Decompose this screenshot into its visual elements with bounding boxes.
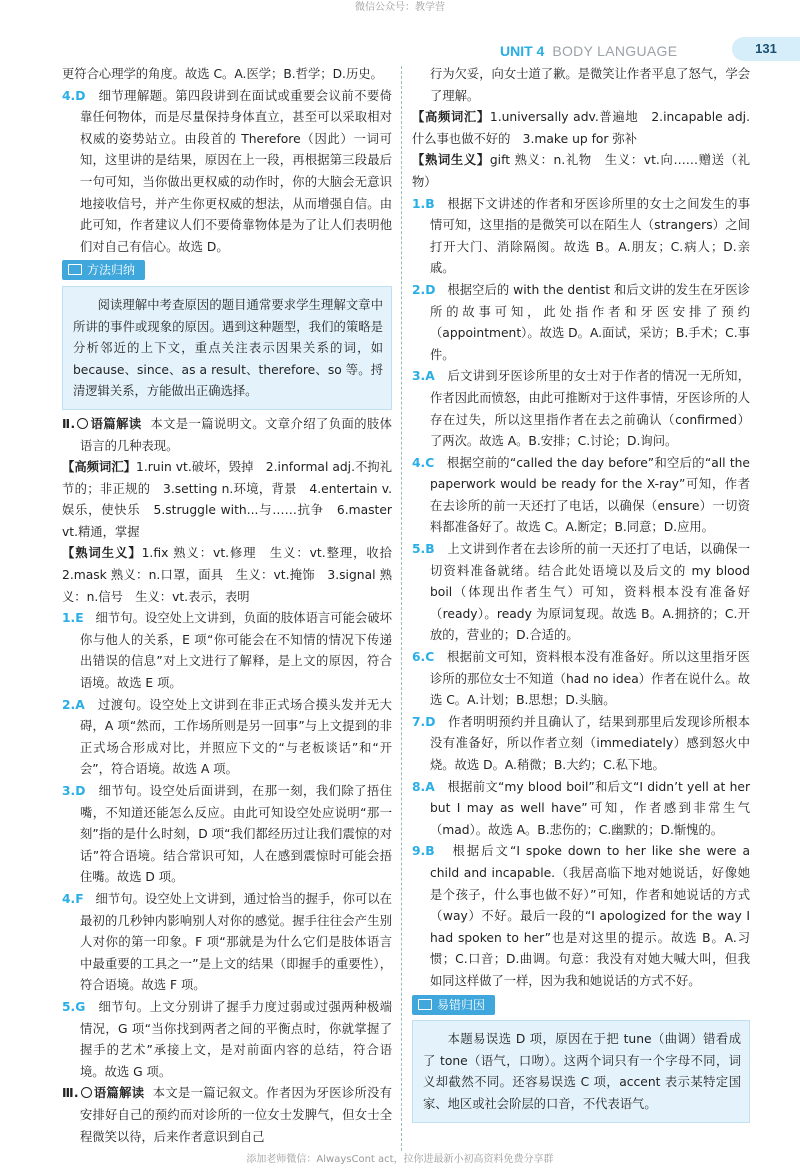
answer-text: 细节句。上文分别讲了握手力度过弱或过强两种极端情况，G 项“当你找到两者之间的平衡点时，你就掌握了握手的艺术”承接上文，是对前面内容的总结，符合语境。故选 G 项。 <box>80 999 392 1079</box>
answer-text: 作者明明预约并且确认了，结果到那里后发现诊所根本没有准备好，所以作者立刻（immediately）感到怒火中烧。故选 D。A.稍微；B.大约；C.私下地。 <box>430 714 750 772</box>
page-number: 131 <box>732 37 800 61</box>
book-icon <box>418 999 432 1010</box>
section-summary: 本文是一篇记叙文。作者因为牙医诊所没有安排好自己的预约而对诊所的一位女士发脾气，但女士全程微笑以待，后来作者意识到自己 <box>80 1086 392 1144</box>
section-number: Ⅱ. <box>62 416 76 431</box>
answer-number: 4.C <box>412 455 435 470</box>
answer-item <box>62 997 392 1083</box>
circle-icon <box>81 1087 92 1098</box>
vocab-text: 1.universally adv.普遍地 2.incapable adj.什么事也做不好的 3.make up for 弥补 <box>412 110 750 146</box>
answer-text: 根据下文讲述的作者和牙医诊所里的女士之间发生的事情可知，这里指的是微笑可以在陌生人（strangers）之间打开大门、消除隔阂。故选 B。A.朋友；C.病人；D.亲戚。 <box>430 196 750 276</box>
answer-text: 根据空后的 with the dentist 和后文讲的发生在牙医诊所的故事可知，此处指作者和牙医安排了预约（appointment）。故选 D。A.面试，采访；B.手术；C.事件。 <box>430 282 750 362</box>
error-box <box>412 1020 750 1122</box>
answer-item <box>412 280 750 366</box>
vocab-label: 【高频词汇】 <box>62 460 137 475</box>
answer-item <box>62 86 392 259</box>
answer-text: 根据后文“I spoke down to her like she were a child and incapable.（我居高临下地对她说话，好像她是个孩子，什么事也做不好）”可知，作者和她说话的方式（way）不好。最后一段的“I apologized for the way I had spoken to her”也是对这里的提示。故选 B。A.习惯；C.口音；D.曲调。句意：我没有对她大喊大叫，但我如同这样做了一样，因为我和她说话的方式不好。 <box>430 844 750 988</box>
answer-item <box>412 841 750 992</box>
section-heading <box>62 414 392 457</box>
answer-text: 细节句。设空处上文讲到，通过恰当的握手，你可以在最初的几秒钟内影响别人对你的感觉。握手往往会产生别人对你的第一印象。F 项“那就是为什么它们是肢体语言中最重要的工具之一”是上文的结果（即握手的重要性），符合语境。故选 F 项。 <box>80 891 392 993</box>
answer-number: 2.A <box>62 697 85 712</box>
answer-number: 1.B <box>412 196 435 211</box>
familiar-text: gift 熟义：n.礼物 生义：vt.向……赠送（礼物） <box>412 153 750 189</box>
method-badge <box>62 260 145 280</box>
section-summary: 本文是一篇说明文。文章介绍了负面的肢体语言的几种表现。 <box>80 416 392 453</box>
answer-number: 3.A <box>412 369 435 384</box>
answer-item <box>412 453 750 539</box>
paragraph: 更符合心理学的角度。故选 C。A.医学；B.哲学；D.历史。 <box>62 67 383 81</box>
bottom-watermark: 添加老师微信：AlwaysCont act，拉你进最新小初高资料免费分享群 <box>246 1154 554 1165</box>
answer-number: 2.D <box>412 282 436 297</box>
answer-item <box>412 647 750 712</box>
answer-text: 细节句。设空处后面讲到，在那一刻，我们除了捂住嘴，不知道还能怎么反应。由此可知设空处应说明“那一刻”指的是什么时刻，D 项“我们都经历过让我们震惊的对话”符合语境。结合常识可知，人在感到震惊时可能会捂住嘴。故选 D 项。 <box>80 784 392 885</box>
left-column <box>62 64 405 1148</box>
error-text: 本题易误选 D 项，原因在于把 tune（曲调）错看成了 tone（语气，口吻）。这两个词只有一个字母不同，词义却截然不同。还容易误选 C 项，accent 表示某特定国家、地区或社会阶层的口音，不代表语气。 <box>423 1032 741 1111</box>
book-icon <box>68 264 82 275</box>
familiar-label: 【熟词生义】 <box>412 153 490 168</box>
answer-text: 后文讲到牙医诊所里的女士对于作者的情况一无所知，作者因此而愤怒，由此可推断对于这件事情，牙医诊所的人存在过失，所以这里指作者在去之前确认（confirmed）了两次。故选 A。B.安排；C.讨论；D.询问。 <box>430 369 750 449</box>
answer-item <box>412 194 750 280</box>
familiar-line <box>412 150 750 193</box>
method-section <box>62 258 392 410</box>
section-title: 语篇解读 <box>93 1086 145 1101</box>
answer-text: 上文讲到作者在去诊所的前一天还打了电话，以确保一切资料准备就绪。结合此处语境以及后文的 my blood boil（体现出作者生气）可知，资料根本没有准备好（ready）。ready 为原词复现。故选 B。A.拥挤的；C.开放的，营业的；D.合适的。 <box>430 542 750 643</box>
answer-number: 8.A <box>412 779 435 794</box>
column-divider <box>401 66 402 1151</box>
section-title: 语篇解读 <box>90 416 142 431</box>
answer-number: 9.B <box>412 844 435 859</box>
answer-text: 细节句。设空处上文讲到，负面的肢体语言可能会破坏你与他人的关系，E 项“你可能会在不知情的情况下传递出错误的信息”对上文进行了解释，是上文的原因，符合语境。故选 E 项。 <box>80 611 392 691</box>
answer-item <box>62 889 392 997</box>
error-badge-label: 易错归因 <box>437 997 486 1012</box>
answer-item <box>412 777 750 842</box>
vocab-line <box>412 107 750 150</box>
paragraph: 行为欠妥，向女士道了歉。是微笑让作者平息了怒气，学会了理解。 <box>430 67 750 103</box>
familiar-text: 1.fix 熟义：vt.修理 生义：vt.整理，收拾 2.mask 熟义：n.口罩，面具 生义：vt.掩饰 3.signal 熟义：n.信号 生义：vt.表示，表明 <box>62 546 405 604</box>
familiar-label: 【熟词生义】 <box>62 546 142 561</box>
right-column <box>412 64 750 1127</box>
section-heading <box>62 1083 392 1148</box>
answer-text: 根据空前的“called the day before”和空后的“all the paperwork would be ready for the X-ray”可知，作者在去诊所的前一天还打了电话，以确保（ensure）一切资料都准备好了。故选 C。A.断定；B.同意；D.应用。 <box>430 455 750 535</box>
method-box <box>62 286 392 410</box>
unit-title: BODY LANGUAGE <box>552 43 678 60</box>
vocab-line <box>62 457 392 543</box>
answer-text: 根据前文“my blood boil”和后文“I didn’t yell at her but I may as well have”可知，作者感到非常生气（mad）。故选 A。B.悲伤的；C.幽默的；D.惭愧的。 <box>430 779 750 837</box>
answer-item <box>412 366 750 452</box>
answer-text: 过渡句。设空处上文讲到在非正式场合摸头发并无大碍，A 项“然而，工作场所则是另一回事”与上文提到的非正式场合形成对比，并照应下文的“与老板谈话”和“开会”，符合语境。故选 A 项。 <box>80 697 392 777</box>
method-text: 阅读理解中考查原因的题目通常要求学生理解文章中所讲的事件或现象的原因。遇到这种题型，我们的策略是分析邻近的上下文，重点关注表示因果关系的词，如 because、since、as a result、therefore、so 等。捋清逻辑关系，方能做出正确选择。 <box>73 297 383 399</box>
vocab-label: 【高频词汇】 <box>412 110 490 125</box>
circle-icon <box>77 418 88 429</box>
answer-number: 4.F <box>62 891 84 906</box>
method-badge-label: 方法归纳 <box>87 263 136 278</box>
section-number: Ⅲ. <box>62 1086 79 1101</box>
error-section <box>412 993 750 1123</box>
answer-text: 根据前文可知，资料根本没有准备好。所以这里指牙医诊所的那位女士不知道（had no idea）作者在说什么。故选 C。A.计划；B.思想；D.头脑。 <box>430 650 750 708</box>
answer-item <box>412 712 750 777</box>
answer-item <box>62 608 392 694</box>
answer-number: 4.D <box>62 88 86 103</box>
error-badge <box>412 995 495 1015</box>
answer-number: 1.E <box>62 611 84 626</box>
answer-number: 3.D <box>62 784 86 798</box>
vocab-text: 1.ruin vt.破坏，毁掉 2.informal adj.不拘礼节的；非正规的 3.setting n.环境，背景 4.entertain v.娱乐，使快乐 5.struggle with...与……抗争 6.master vt.精通，掌握 <box>62 460 392 539</box>
answer-item <box>62 695 392 781</box>
answer-number: 5.B <box>412 542 435 557</box>
answer-item <box>62 781 392 889</box>
familiar-line <box>62 543 405 608</box>
answer-number: 7.D <box>412 714 436 729</box>
answer-item <box>412 539 750 647</box>
answer-text: 细节理解题。第四段讲到在面试或重要会议前不要倚靠任何物体，而是尽量保持身体直立，甚至可以采取相对权威的姿势站立。由段首的 Therefore（因此）一词可知，这里讲的是结果，原因在上一段，再根据第三段最后一句可知，当你做出更权威的动作时，你的大脑会无意识地接收信号，并产生你更权威的想法，从而增强自信。由此可知，作者建议人们不要倚靠物体是为了让人们表明他们对自己有信心。故选 D。 <box>80 88 392 254</box>
page-header <box>500 40 677 64</box>
answer-number: 5.G <box>62 999 86 1014</box>
answer-number: 6.C <box>412 650 435 665</box>
unit-label: UNIT 4 <box>500 43 545 60</box>
top-watermark: 微信公众号：教学营 <box>355 2 445 13</box>
